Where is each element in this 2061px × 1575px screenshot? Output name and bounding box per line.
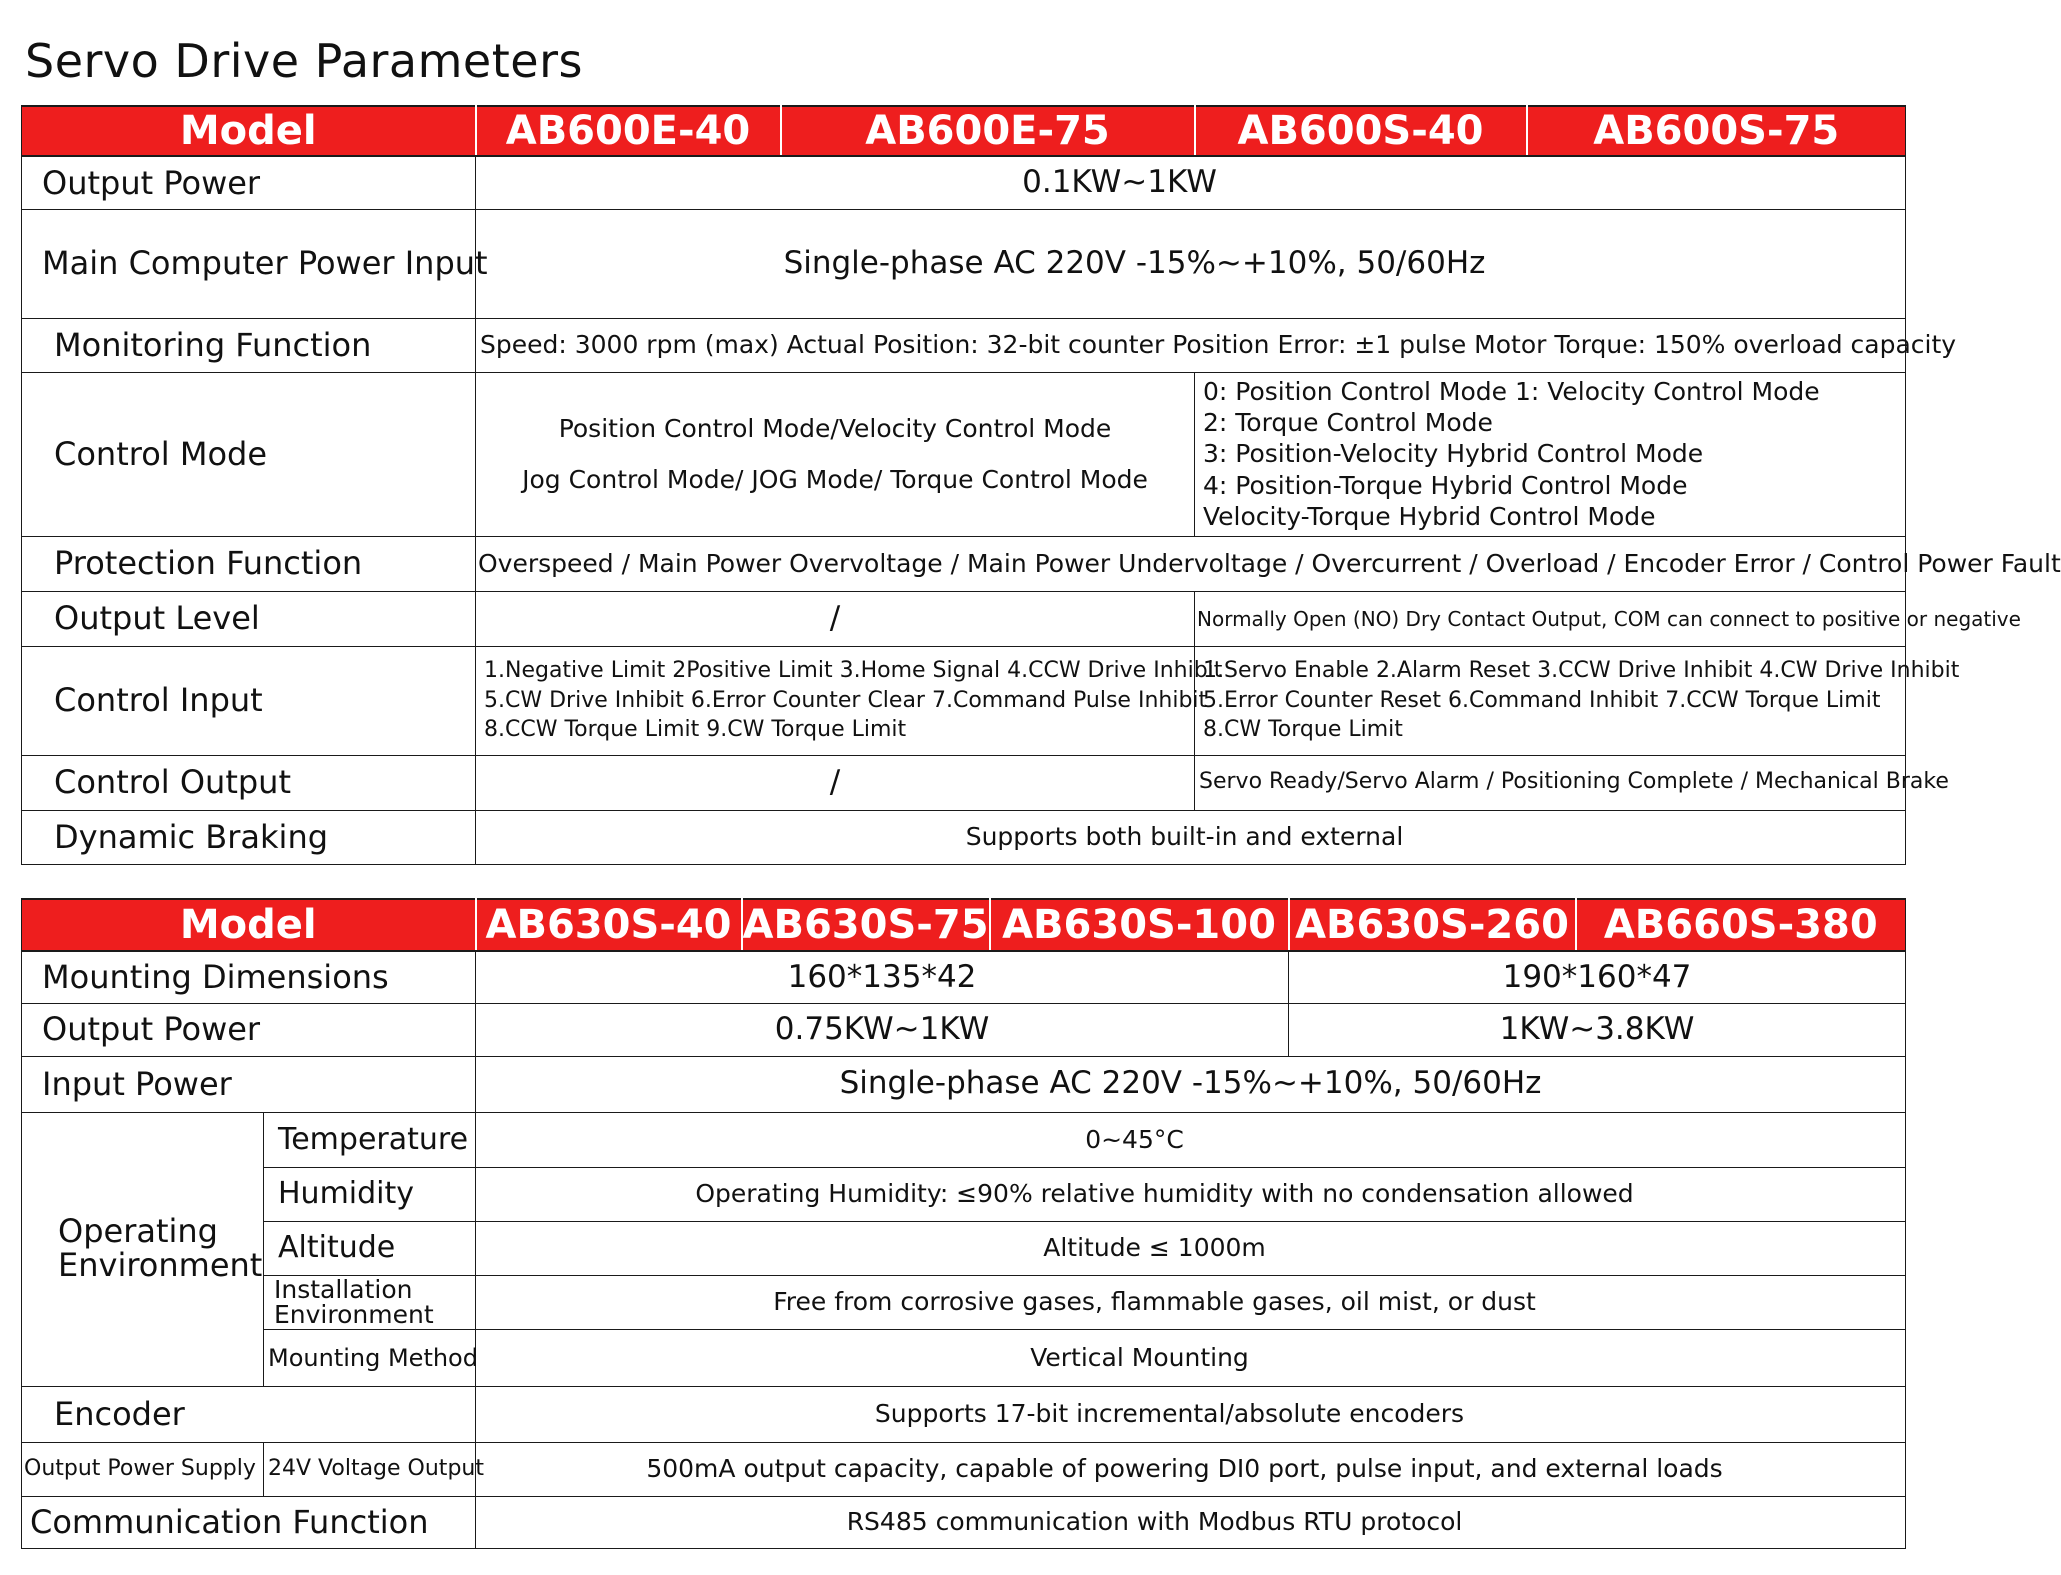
control-input-left	[476, 646, 1223, 755]
text-line: Environment	[58, 1246, 263, 1284]
table-row	[22, 646, 1906, 755]
sub-label: Altitude	[264, 1221, 476, 1275]
row-label: Output Power Supply	[22, 1442, 264, 1496]
row-value: Operating Humidity: ≤90% relative humidity with no condensation allowed	[476, 1167, 1906, 1221]
page-title: Servo Drive Parameters	[25, 34, 583, 88]
row-value-left: 160*135*42	[476, 951, 1289, 1003]
row-label: Control Output	[22, 755, 476, 810]
text-line: Position Control Mode/Velocity Control Mode	[558, 413, 1112, 443]
table-row	[22, 1496, 1906, 1548]
table-row	[22, 1329, 1906, 1386]
control-mode-right	[1195, 372, 1906, 536]
row-value: Overspeed / Main Power Overvoltage / Main Power Undervoltage / Overcurrent / Overload / Encoder Error / Control Power Fault	[476, 536, 1906, 591]
servo-params-table-1	[21, 105, 2061, 865]
sub-label: 24V Voltage Output	[264, 1442, 476, 1496]
row-value-right: Servo Ready/Servo Alarm / Positioning Complete / Mechanical Brake	[1195, 755, 1906, 810]
table-row	[22, 536, 1906, 591]
operating-environment-label	[22, 1112, 264, 1386]
row-value-left: /	[476, 755, 1195, 810]
table-row	[22, 372, 1906, 536]
model-col-ab630s-260: AB630S-260	[1289, 899, 1576, 951]
table-row	[22, 318, 1906, 372]
text-line: 2: Torque Control Mode	[1203, 408, 1493, 438]
row-label: Input Power	[22, 1056, 476, 1112]
row-value: Single-phase AC 220V -15%~+10%, 50/60Hz	[476, 1056, 1906, 1112]
text-line: Installation	[274, 1275, 413, 1304]
row-label: Output Power	[22, 156, 476, 209]
text-line: 4: Position-Torque Hybrid Control Mode	[1203, 470, 1688, 500]
text-line: 1.Negative Limit 2Positive Limit 3.Home Signal 4.CCW Drive Inhibit	[484, 657, 1223, 683]
model-col-ab600e-40: AB600E-40	[476, 106, 781, 156]
table-row	[22, 1003, 1906, 1056]
text-line: Velocity-Torque Hybrid Control Mode	[1203, 501, 1656, 531]
row-label: Main Computer Power Input	[22, 209, 476, 318]
sub-label: Humidity	[264, 1167, 476, 1221]
sub-label: Mounting Method	[264, 1329, 476, 1386]
text-line: Operating	[58, 1212, 218, 1251]
row-value-left: /	[476, 591, 1195, 646]
sub-label: Temperature	[264, 1112, 476, 1167]
text-line: Environment	[274, 1300, 434, 1329]
row-value: Speed: 3000 rpm (max) Actual Position: 32-bit counter Position Error: ±1 pulse Motor Torque: 150% overload capacity	[476, 318, 1906, 372]
text-line: 3: Position-Velocity Hybrid Control Mode	[1203, 439, 1704, 469]
table1-header-row	[22, 106, 1906, 156]
text-line: 1.Servo Enable 2.Alarm Reset 3.CCW Drive Inhibit 4.CW Drive Inhibit	[1203, 657, 1960, 683]
row-value: 500mA output capacity, capable of powering DI0 port, pulse input, and external loads	[476, 1442, 1906, 1496]
text-line: 0: Position Control Mode 1: Velocity Control Mode	[1203, 376, 1820, 406]
table-row	[22, 156, 1906, 209]
table2-header-row	[22, 899, 1906, 951]
control-mode-left	[476, 372, 1195, 536]
row-label: Monitoring Function	[22, 318, 476, 372]
row-label: Control Mode	[22, 372, 476, 536]
row-label: Mounting Dimensions	[22, 951, 476, 1003]
row-label: Protection Function	[22, 536, 476, 591]
row-label: Encoder	[22, 1386, 476, 1442]
row-label: Output Level	[22, 591, 476, 646]
model-col-ab600e-75: AB600E-75	[781, 106, 1195, 156]
model-header: Model	[22, 106, 476, 156]
table-row	[22, 951, 1906, 1003]
row-value: RS485 communication with Modbus RTU protocol	[476, 1496, 1906, 1548]
model-col-ab630s-75: AB630S-75	[742, 899, 990, 951]
sub-label	[264, 1275, 476, 1329]
row-value-right: Normally Open (NO) Dry Contact Output, COM can connect to positive or negative	[1195, 591, 1906, 646]
table-row	[22, 1386, 1906, 1442]
model-col-ab660s-380: AB660S-380	[1576, 899, 1906, 951]
model-header: Model	[22, 899, 476, 951]
table-row	[22, 1112, 1906, 1167]
control-input-right	[1195, 646, 1960, 755]
row-label: Control Input	[22, 646, 476, 755]
row-label: Communication Function	[22, 1496, 476, 1548]
row-value: Supports both built-in and external	[476, 810, 1906, 864]
model-col-ab600s-75: AB600S-75	[1527, 106, 1906, 156]
table-row	[22, 1221, 1906, 1275]
table-row	[22, 209, 1906, 318]
text-line: Jog Control Mode/ JOG Mode/ Torque Control Mode	[522, 465, 1148, 494]
row-label: Output Power	[22, 1003, 476, 1056]
model-col-ab630s-100: AB630S-100	[990, 899, 1289, 951]
table-row	[22, 1167, 1906, 1221]
text-line: 8.CW Torque Limit	[1203, 717, 1403, 743]
table-row	[22, 1442, 1906, 1496]
row-label: Dynamic Braking	[22, 810, 476, 864]
text-line: 8.CCW Torque Limit 9.CW Torque Limit	[484, 717, 907, 743]
row-value: Free from corrosive gases, flammable gases, oil mist, or dust	[476, 1275, 1906, 1329]
text-line: 5.Error Counter Reset 6.Command Inhibit 7.CCW Torque Limit	[1203, 687, 1881, 713]
model-col-ab630s-40: AB630S-40	[476, 899, 742, 951]
row-value-right: 190*160*47	[1289, 951, 1906, 1003]
row-value: Single-phase AC 220V -15%~+10%, 50/60Hz	[476, 209, 1906, 318]
row-value: Altitude ≤ 1000m	[476, 1221, 1906, 1275]
row-value-right: 1KW~3.8KW	[1289, 1003, 1906, 1056]
row-value-left: 0.75KW~1KW	[476, 1003, 1289, 1056]
row-value: 0~45°C	[476, 1112, 1906, 1167]
table-row	[22, 755, 1906, 810]
table-row	[22, 810, 1906, 864]
table-row	[22, 1275, 1906, 1329]
model-col-ab600s-40: AB600S-40	[1195, 106, 1527, 156]
row-value: Vertical Mounting	[476, 1329, 1906, 1386]
text-line: 5.CW Drive Inhibit 6.Error Counter Clear 7.Command Pulse Inhibit	[484, 687, 1208, 713]
servo-params-table-2	[21, 898, 1906, 1549]
table-row	[22, 1056, 1906, 1112]
row-value: Supports 17-bit incremental/absolute encoders	[476, 1386, 1906, 1442]
row-value: 0.1KW~1KW	[476, 156, 1906, 209]
table-row	[22, 591, 1906, 646]
